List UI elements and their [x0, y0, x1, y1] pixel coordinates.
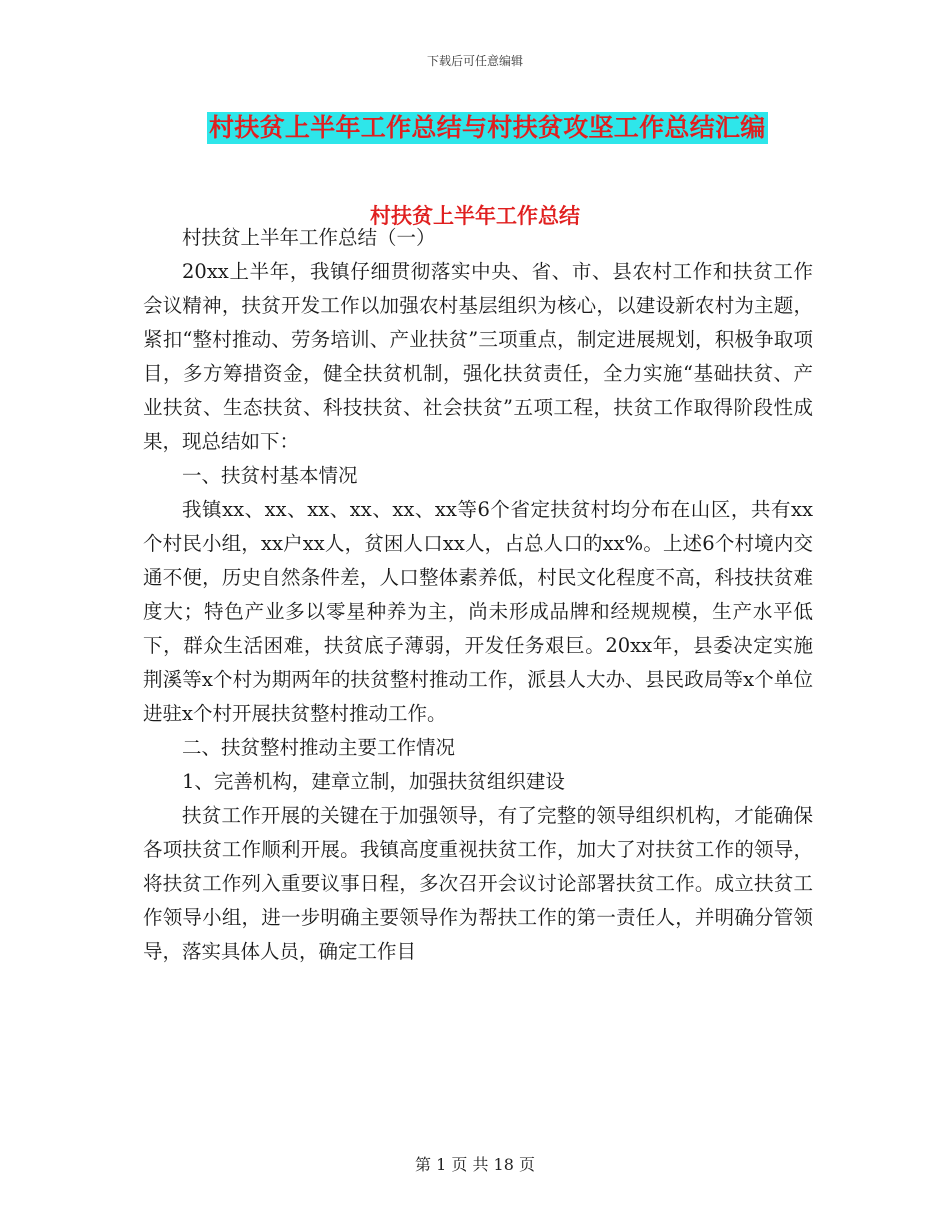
paragraph-heading: 一、扶贫村基本情况 — [182, 464, 358, 487]
section-title: 村扶贫上半年工作总结 — [370, 203, 580, 228]
paragraph: 扶贫工作开展的关键在于加强领导，有了完整的领导组织机构，才能确保各项扶贫工作顺利开展。我镇高度重视扶贫工作，加大了对扶贫工作的领导，将扶贫工作列入重要议事日程，多次召开会议讨论部署扶贫工作。成立扶贫工作领导小组，进一步明确主要领导作为帮扶工作的第一责任人，并明确分管领导，落实具体人员，确定工作目 — [143, 804, 813, 963]
paragraph-subtitle: 村扶贫上半年工作总结（一） — [182, 226, 436, 249]
paragraph-subheading: 1、完善机构，建章立制，加强扶贫组织建设 — [182, 770, 565, 793]
document-title: 村扶贫上半年工作总结与村扶贫攻坚工作总结汇编 — [209, 113, 766, 142]
paragraph: 20xx上半年，我镇仔细贯彻落实中央、省、市、县农村工作和扶贫工作会议精神，扶贫开发工作以加强农村基层组织为核心，以建设新农村为主题，紧扣“整村推动、劳务培训、产业扶贫”三项重点，制定进展规划，积极争取项目，多方筹措资金，健全扶贫机制，强化扶贫责任，全力实施“基础扶贫、产业扶贫、生态扶贫、科技扶贫、社会扶贫”五项工程，扶贫工作取得阶段性成果，现总结如下： — [143, 260, 813, 453]
document-body — [143, 221, 813, 969]
page-number-footer: 第 1 页 共 18 页 — [415, 1155, 535, 1174]
header-note: 下载后可任意编辑 — [426, 54, 523, 68]
paragraph-heading: 二、扶贫整村推动主要工作情况 — [182, 736, 456, 759]
paragraph: 我镇xx、xx、xx、xx、xx、xx等6个省定扶贫村均分布在山区，共有xx个村民小组，xx户xx人，贫困人口xx人，占总人口的xx%。上述6个村境内交通不便，历史自然条件差，人口整体素养低，村民文化程度不高，科技扶贫难度大；特色产业多以零星种养为主，尚未形成品牌和经规规模，生产水平低下，群众生活困难，扶贫底子薄弱，开发任务艰巨。20xx年，县委决定实施荆溪等x个村为期两年的扶贫整村推动工作，派县人大办、县民政局等x个单位进驻x个村开展扶贫整村推动工作。 — [143, 498, 813, 725]
